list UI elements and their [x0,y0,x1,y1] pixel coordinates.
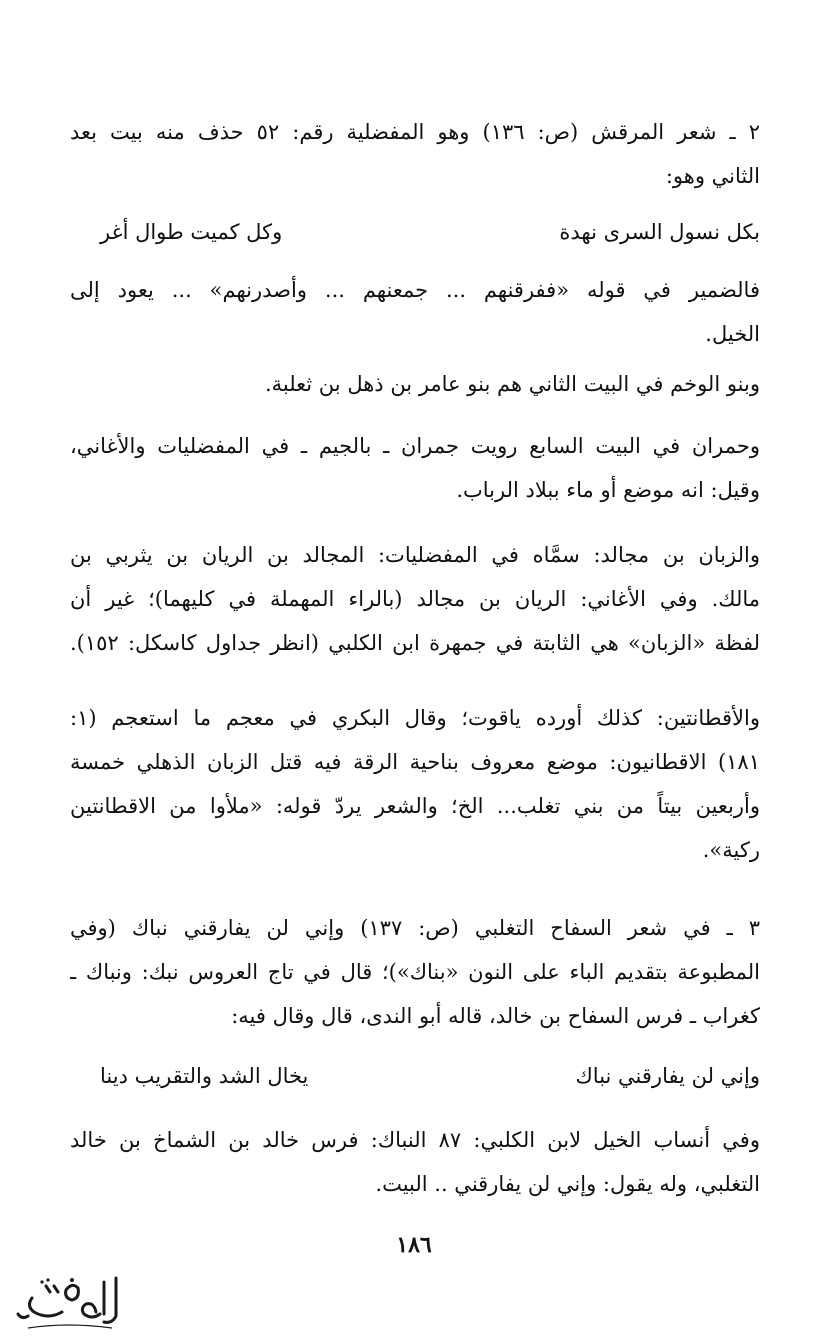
paragraph-line: الثاني وهو: [665,164,760,188]
calligraphy-logo [8,1268,128,1334]
paragraph-line: والأقطانتين: كذلك أورده ياقوت؛ وقال البكري في معجم ما استعجم (١: [70,706,760,730]
verse-second-hemistich: يخال الشد والتقريب دينا [100,1064,309,1088]
paragraph-line: وبنو الوخم في البيت الثاني هم بنو عامر بن ذهل بن ثعلبة. [264,372,760,396]
verse-second-hemistich: وكل كميت طوال أغر [100,220,283,244]
paragraph-line: وقيل: انه موضع أو ماء ببلاد الرباب. [456,478,760,502]
paragraph-line: التغلبي، وله يقول: وإني لن يفارقني .. البيت. [375,1172,760,1196]
paragraph-line: ٢ ـ شعر المرقش (ص: ١٣٦) وهو المفضلية رقم: ٥٢ حذف منه بيت بعد [70,120,760,144]
paragraph-line: فالضمير في قوله «ففرقنهم ... جمعنهم ... وأصدرنهم» ... يعود إلى [70,278,760,302]
paragraph-line: الخيل. [705,322,760,346]
verse-first-hemistich: بكل نسول السرى نهدة [559,220,760,244]
paragraph-3 [70,362,760,406]
paragraph-5 [70,533,760,665]
paragraph-line: وفي أنساب الخيل لابن الكلبي: ٨٧ النباك: فرس خالد بن الشماخ بن خالد [70,1128,760,1152]
verse-1 [100,210,760,254]
paragraph-line: لفظة «الزبان» هي الثابتة في جمهرة ابن الكلبي (انظر جداول كاسكل: ١٥٢). [70,631,760,655]
paragraph-6 [70,696,760,872]
paragraph-line: ركية». [702,838,760,862]
paragraph-line: وأربعين بيتاً من بني تغلب... الخ؛ والشعر يردّ قوله: «ملأوا من الاقطانتين [70,794,760,818]
paragraph-7 [70,906,760,1038]
paragraph-line: والزبان بن مجالد: سمَّاه في المفضليات: المجالد بن الريان بن يثربي بن [70,543,760,567]
paragraph-line: وحمران في البيت السابع رويت جمران ـ بالجيم ـ في المفضليات والأغاني، [70,434,760,458]
paragraph-line: ١٨١) الاقطانيون: موضع معروف بناحية الرقة فيه قتل الزبان الذهلي خمسة [70,750,760,774]
page-number: ١٨٦ [396,1232,432,1258]
paragraph-line: مالك. وفي الأغاني: الريان بن مجالد (بالراء المهملة في كليهما)؛ غير أن [70,587,760,611]
paragraph-8 [70,1118,760,1206]
paragraph-4 [70,424,760,512]
paragraph-2 [70,268,760,356]
paragraph-line: كغراب ـ فرس السفاح بن خالد، قاله أبو الندى، قال وقال فيه: [231,1004,760,1028]
verse-first-hemistich: وإني لن يفارقني نباك [575,1064,760,1088]
paragraph-line: ٣ ـ في شعر السفاح التغلبي (ص: ١٣٧) وإني لن يفارقني نباك (وفي [70,916,760,940]
paragraph-1 [70,110,760,198]
paragraph-line: المطبوعة بتقديم الباء على النون «بناك»)؛ قال في تاج العروس نبك: ونباك ـ [70,960,760,984]
verse-2 [100,1054,760,1098]
